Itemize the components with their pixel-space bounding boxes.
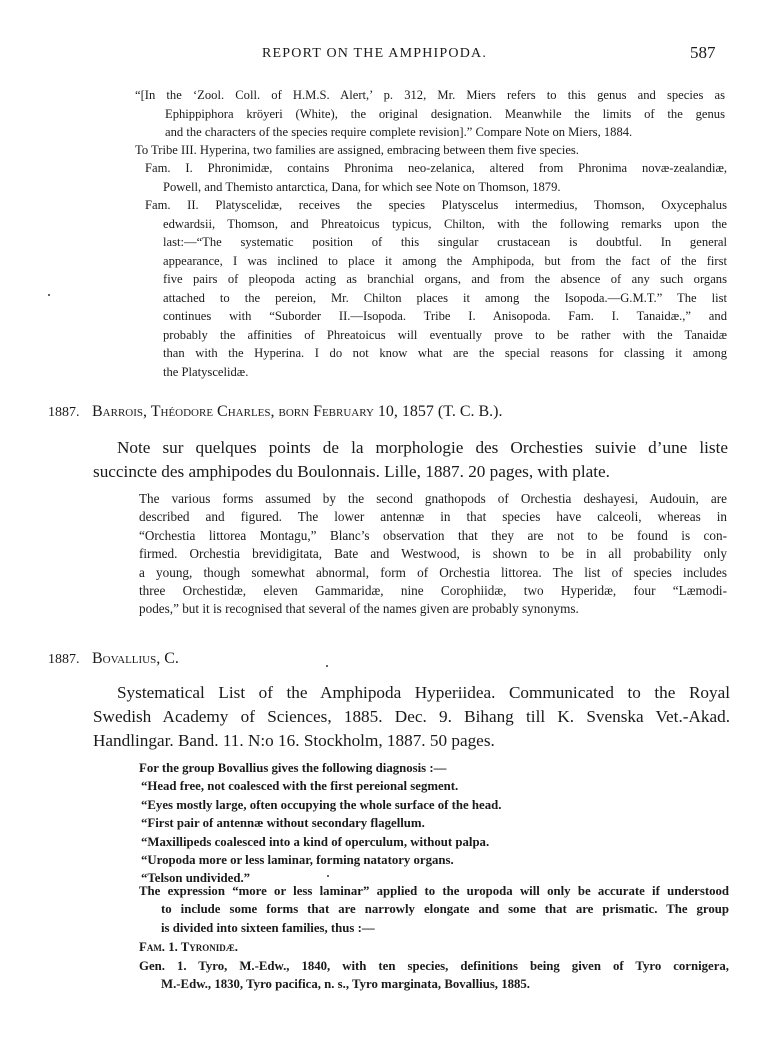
- gen-line: M.-Edw., 1830, Tyro pacifica, n. s., Tyro marginata, Bovallius, 1885.: [161, 977, 531, 992]
- title-line: succincte des amphipodes du Boulonnais. Lille, 1887. 20 pages, with plate.: [93, 462, 610, 481]
- title-line: Handlingar. Band. 11. N:o 16. Stockholm, 1887. 50 pages.: [93, 731, 495, 750]
- title-line: Systematical List of the Amphipoda Hyperiidea. Communicated to the Royal: [117, 683, 730, 702]
- fam2-line: appearance, I was inclined to place it among the Amphipoda, but from the fact of the first: [163, 253, 727, 268]
- print-speck: [48, 294, 50, 296]
- fam2-line: Fam. II. Platyscelidæ, receives the species Platyscelus intermedius, Thomson, Oxycephalus: [145, 198, 727, 212]
- print-speck: [326, 665, 328, 667]
- fam2-line: probably the affinities of Phreatoicus will eventually prove to be rather with the Tanaidæ: [163, 327, 727, 342]
- fam1-line: Powell, and Themisto antarctica, Dana, for which see Note on Thomson, 1879.: [163, 179, 561, 194]
- body-line: The various forms assumed by the second gnathopods of Orchestia deshayesi, Audouin, are: [139, 491, 727, 506]
- fam-line: Fam. 1. Tyronidæ.: [139, 940, 239, 954]
- fam2-line: five pairs of pleopoda acting as branchial organs, and from the absence of any such organs: [163, 272, 727, 286]
- body-line: podes,” but it is recognised that several of the names given are probably synonyms.: [139, 601, 579, 617]
- diagnosis-item: “Maxillipeds coalesced into a kind of operculum, without palpa.: [141, 834, 490, 849]
- entry-barrois-heading: [48, 403, 728, 421]
- quote-line: “[In the ‘Zool. Coll. of H.M.S. Alert,’ p. 312, Mr. Miers refers to this genus and species as: [135, 88, 725, 102]
- diagnosis-item: “Head free, not coalesced with the first pereional segment.: [141, 779, 459, 794]
- diagnosis-item: “Eyes mostly large, often occupying the whole surface of the head.: [141, 797, 502, 812]
- body-line: a young, though somewhat abnormal, form of Orchestia littorea. The list of species includes: [139, 564, 727, 580]
- entry-bovallius-heading: [48, 650, 728, 668]
- fam-tyronidae: [139, 938, 729, 956]
- entry-year: 1887.: [48, 652, 80, 667]
- diagnosis-item: “Uropoda more or less laminar, forming natatory organs.: [141, 853, 454, 868]
- entry-barrois-title: [93, 436, 728, 484]
- fam1-paragraph: [145, 159, 727, 196]
- expression-line: is divided into sixteen families, thus :—: [161, 920, 375, 935]
- body-line: “Orchestia littorea Montagu,” Blanc’s observation that they are not to be found is con-: [139, 527, 727, 543]
- expression-line: to include some forms that are narrowly elongate and some that are prismatic. The group: [161, 902, 729, 917]
- print-speck: [327, 875, 329, 877]
- fam2-line: the Platyscelidæ.: [163, 364, 249, 379]
- diagnosis-item: “First pair of antennæ without secondary flagellum.: [141, 816, 425, 831]
- fam2-line: continues with “Suborder II.—Isopoda. Tribe I. Anisopoda. Fam. I. Tanaidæ.,” and: [163, 309, 727, 323]
- entry-barrois-body: [139, 490, 727, 619]
- title-line: Swedish Academy of Sciences, 1885. Dec. 9. Bihang till K. Svenska Vet.-Akad.: [93, 707, 730, 726]
- diagnosis-intro: For the group Bovallius gives the following diagnosis :—: [139, 761, 447, 775]
- gen-paragraph: [139, 957, 729, 994]
- fam2-line: than with the Hyperina. I do not know what are the special reasons for classing it among: [163, 346, 727, 360]
- entry-bovallius-title: [93, 681, 730, 753]
- body-line: three Orchestidæ, eleven Gammaridæ, nine Corophiidæ, two Hyperidæ, four “Læmodi-: [139, 583, 727, 599]
- title-line: Note sur quelques points de la morphologie des Orchesties suivie d’une liste: [117, 438, 728, 457]
- entry-year: 1887.: [48, 405, 80, 420]
- fam2-line: attached to the pereion, Mr. Chilton places it among the Isopoda.—G.M.T.” The list: [163, 290, 727, 305]
- diagnosis-item: “Telson undivided.”: [141, 871, 251, 886]
- continuation-quote: [135, 86, 725, 142]
- body-line: described and figured. The lower antennæ in that species have calceoli, whereas in: [139, 509, 727, 525]
- page-number: 587: [690, 43, 716, 62]
- tribe-line: To Tribe III. Hyperina, two families are assigned, embracing between them five species.: [135, 143, 579, 157]
- running-title: REPORT ON THE AMPHIPODA.: [262, 46, 488, 61]
- quote-line: and the characters of the species require complete revision].” Compare Note on Miers, 1884.: [165, 125, 633, 139]
- body-line: firmed. Orchestia brevidigitata, Bate and Westwood, is shown to be in all probability only: [139, 546, 727, 562]
- expression-paragraph: [139, 882, 729, 937]
- fam2-line: edwardsii, Thomson, and Phreatoicus typicus, Chilton, with the following remarks upon the: [163, 216, 727, 231]
- entry-author: Barrois, Théodore Charles, born February 10, 1857 (T. C. B.).: [92, 403, 503, 420]
- expression-line: The expression “more or less laminar” applied to the uropoda will only be accurate if understood: [139, 884, 729, 898]
- gen-line: Gen. 1. Tyro, M.-Edw., 1840, with ten species, definitions being given of Tyro cornigera,: [139, 959, 729, 973]
- entry-author: Bovallius, C.: [92, 650, 179, 667]
- fam1-line: Fam. I. Phronimidæ, contains Phronima neo-zelanica, altered from Phronima novæ-zealandiæ,: [145, 161, 727, 175]
- diagnosis-block: [139, 759, 729, 888]
- quote-line: Ephippiphora kröyeri (White), the original designation. Meanwhile the limits of the genus: [165, 106, 725, 121]
- fam2-paragraph: [145, 196, 727, 381]
- fam2-line: last:—“The systematic position of this singular crustacean is doubtful. In general: [163, 235, 727, 249]
